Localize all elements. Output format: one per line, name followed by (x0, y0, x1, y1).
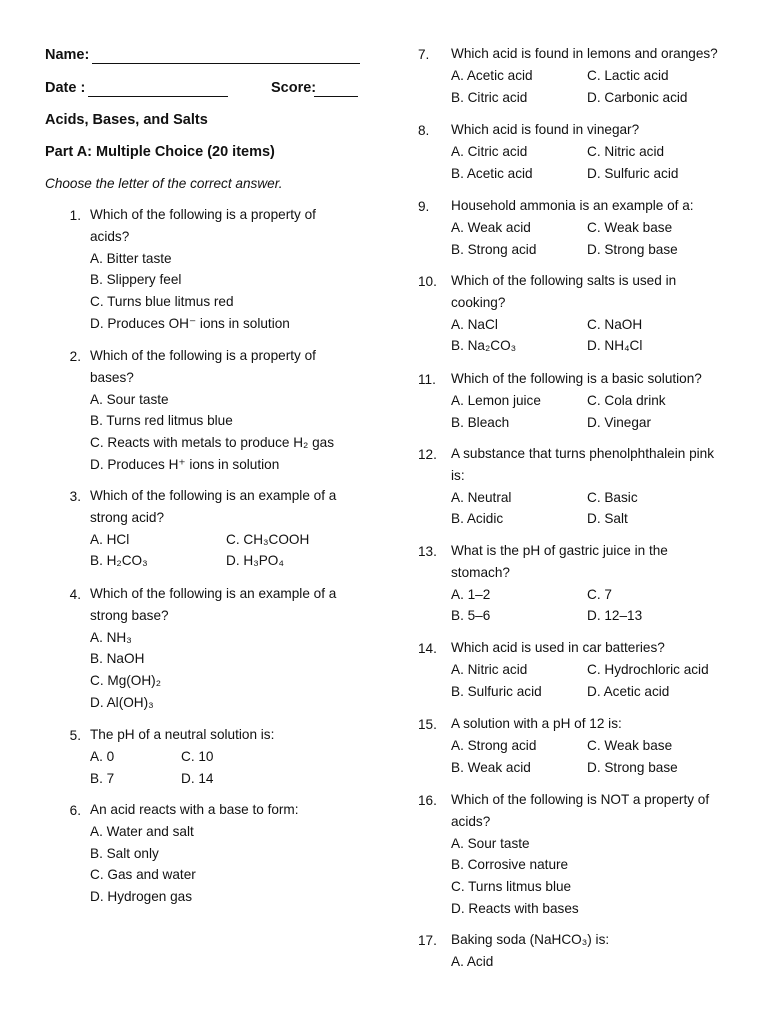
question-number: 11. (418, 372, 436, 387)
answer-option[interactable]: D. Reacts with bases (451, 901, 579, 916)
answer-option[interactable]: B. 7 (90, 770, 115, 786)
answer-option[interactable]: A. Acetic acid (451, 67, 533, 83)
instructions: Choose the letter of the correct answer. (45, 176, 283, 191)
answer-option[interactable]: A. Citric acid (451, 143, 528, 159)
question-number: 4. (69, 587, 81, 602)
answer-option[interactable]: D. Sulfuric acid (587, 165, 679, 181)
question-text: acids? (90, 228, 130, 244)
answer-option[interactable]: A. Weak acid (451, 219, 531, 235)
answer-option[interactable]: D. 12–13 (587, 608, 643, 624)
question-text: Which of the following is a basic solution? (451, 371, 702, 386)
question-text: A substance that turns phenolphthalein pink (451, 446, 715, 461)
question-number: 17. (418, 933, 437, 948)
question-number: 5. (69, 728, 81, 743)
answer-option[interactable]: B. NaOH (90, 651, 145, 667)
answer-option[interactable]: C. Turns blue litmus red (90, 294, 234, 310)
answer-option[interactable]: C. Weak base (587, 737, 673, 753)
name-blank-line (92, 63, 360, 64)
question-number: 8. (418, 123, 430, 138)
answer-option[interactable]: C. NaOH (587, 316, 643, 332)
answer-option[interactable]: B. 5–6 (451, 608, 491, 624)
answer-option[interactable]: B. Weak acid (451, 759, 531, 775)
answer-option[interactable]: C. 7 (587, 586, 612, 602)
question-text: The pH of a neutral solution is: (90, 727, 275, 742)
question-number: 7. (418, 47, 430, 62)
question-text: Which of the following salts is used in (451, 273, 677, 288)
answer-option[interactable]: A. Water and salt (90, 823, 194, 839)
answer-option[interactable]: D. Produces H⁺ ions in solution (90, 457, 280, 472)
answer-option[interactable]: A. 1–2 (451, 586, 491, 602)
question-text: Which acid is found in lemons and oranges? (451, 46, 718, 61)
answer-option[interactable]: A. Bitter taste (90, 250, 172, 266)
answer-option[interactable]: D. Hydrogen gas (90, 889, 193, 905)
question-text: Household ammonia is an example of a: (451, 198, 694, 213)
worksheet-title: Acids, Bases, and Salts (45, 112, 208, 128)
answer-option[interactable]: C. Cola drink (587, 392, 666, 408)
question-text: stomach? (451, 564, 510, 580)
question-text: is: (451, 467, 465, 483)
question-text: Baking soda (NaHCO₃) is: (451, 932, 610, 947)
answer-option[interactable]: C. Turns litmus blue (451, 879, 572, 895)
score-blank-line (314, 96, 358, 97)
answer-option[interactable]: D. Salt (587, 511, 628, 527)
answer-option[interactable]: A. NaCl (451, 316, 498, 332)
answer-option[interactable]: D. Strong base (587, 241, 678, 257)
question-number: 9. (418, 199, 430, 214)
answer-option[interactable]: C. Reacts with metals to produce H₂ gas (90, 435, 335, 451)
answer-option[interactable]: B. Bleach (451, 414, 510, 430)
answer-option[interactable]: A. Sour taste (451, 835, 530, 851)
answer-option[interactable]: B. Acetic acid (451, 165, 533, 181)
answer-option[interactable]: A. HCl (90, 531, 130, 547)
answer-option[interactable]: B. Strong acid (451, 241, 537, 257)
question-number: 16. (418, 793, 437, 808)
question-text: Which acid is used in car batteries? (451, 640, 665, 655)
question-number: 10. (418, 274, 437, 289)
answer-option[interactable]: A. Sour taste (90, 391, 169, 407)
question-number: 12. (418, 447, 437, 462)
answer-option[interactable]: D. Strong base (587, 759, 678, 775)
part-heading: Part A: Multiple Choice (20 items) (45, 144, 275, 160)
question-text: Which of the following is an example of a (90, 488, 337, 503)
score-label: Score: (271, 80, 317, 96)
answer-option[interactable]: A. Acid (451, 953, 494, 969)
question-text: Which of the following is NOT a property of (451, 792, 710, 807)
answer-option[interactable]: B. Corrosive nature (451, 857, 569, 873)
question-text: Which acid is found in vinegar? (451, 122, 640, 137)
answer-option[interactable]: C. Hydrochloric acid (587, 661, 709, 677)
answer-option[interactable]: C. Basic (587, 489, 638, 505)
answer-option[interactable]: D. Vinegar (587, 414, 651, 430)
answer-option[interactable]: A. Lemon juice (451, 392, 541, 408)
answer-option[interactable]: D. Carbonic acid (587, 89, 688, 105)
question-number: 15. (418, 717, 437, 732)
answer-option[interactable]: C. Lactic acid (587, 67, 669, 83)
question-number: 3. (69, 489, 81, 504)
question-text: bases? (90, 369, 134, 385)
question-text: A solution with a pH of 12 is: (451, 716, 622, 731)
question-text: What is the pH of gastric juice in the (451, 543, 668, 558)
answer-option[interactable]: B. Citric acid (451, 89, 528, 105)
answer-option[interactable]: B. Sulfuric acid (451, 683, 542, 699)
question-text: Which of the following is a property of (90, 348, 316, 363)
date-blank-line (88, 96, 228, 97)
answer-option[interactable]: A. 0 (90, 748, 115, 764)
answer-option[interactable]: B. Na₂CO₃ (451, 338, 517, 354)
answer-option[interactable]: B. H₂CO₃ (90, 553, 148, 569)
answer-option[interactable]: D. Al(OH)₃ (90, 695, 154, 710)
answer-option[interactable]: D. NH₄Cl (587, 338, 643, 354)
answer-option[interactable]: C. Weak base (587, 219, 673, 235)
date-label: Date : (45, 80, 86, 96)
answer-option[interactable]: B. Turns red litmus blue (90, 413, 233, 429)
answer-option[interactable]: B. Salt only (90, 845, 159, 861)
answer-option[interactable]: D. Produces OH⁻ ions in solution (90, 316, 290, 331)
question-text: strong acid? (90, 509, 165, 525)
question-text: Which of the following is a property of (90, 207, 316, 222)
question-text: An acid reacts with a base to form: (90, 802, 299, 817)
question-text: acids? (451, 813, 491, 829)
answer-option[interactable]: C. Nitric acid (587, 143, 665, 159)
question-number: 6. (69, 803, 81, 818)
question-number: 1. (69, 208, 81, 223)
answer-option[interactable]: B. Acidic (451, 511, 504, 527)
question-number: 2. (69, 349, 81, 364)
question-text: Which of the following is an example of a (90, 586, 337, 601)
answer-option[interactable]: B. Slippery feel (90, 272, 182, 288)
answer-option[interactable]: C. CH₃COOH (226, 531, 310, 547)
answer-option[interactable]: A. Nitric acid (451, 661, 528, 677)
answer-option[interactable]: C. Gas and water (90, 867, 196, 883)
answer-option[interactable]: A. Neutral (451, 489, 512, 505)
name-label: Name: (45, 47, 90, 63)
answer-option[interactable]: D. 14 (181, 770, 214, 786)
answer-option[interactable]: C. Mg(OH)₂ (90, 673, 161, 689)
answer-option[interactable]: A. Strong acid (451, 737, 537, 753)
answer-option[interactable]: C. 10 (181, 748, 214, 764)
answer-option[interactable]: A. NH₃ (90, 629, 132, 645)
question-text: cooking? (451, 294, 506, 310)
answer-option[interactable]: D. H₃PO₄ (226, 553, 284, 569)
answer-option[interactable]: D. Acetic acid (587, 683, 670, 699)
question-text: strong base? (90, 607, 169, 623)
question-number: 14. (418, 641, 437, 656)
question-number: 13. (418, 544, 437, 559)
